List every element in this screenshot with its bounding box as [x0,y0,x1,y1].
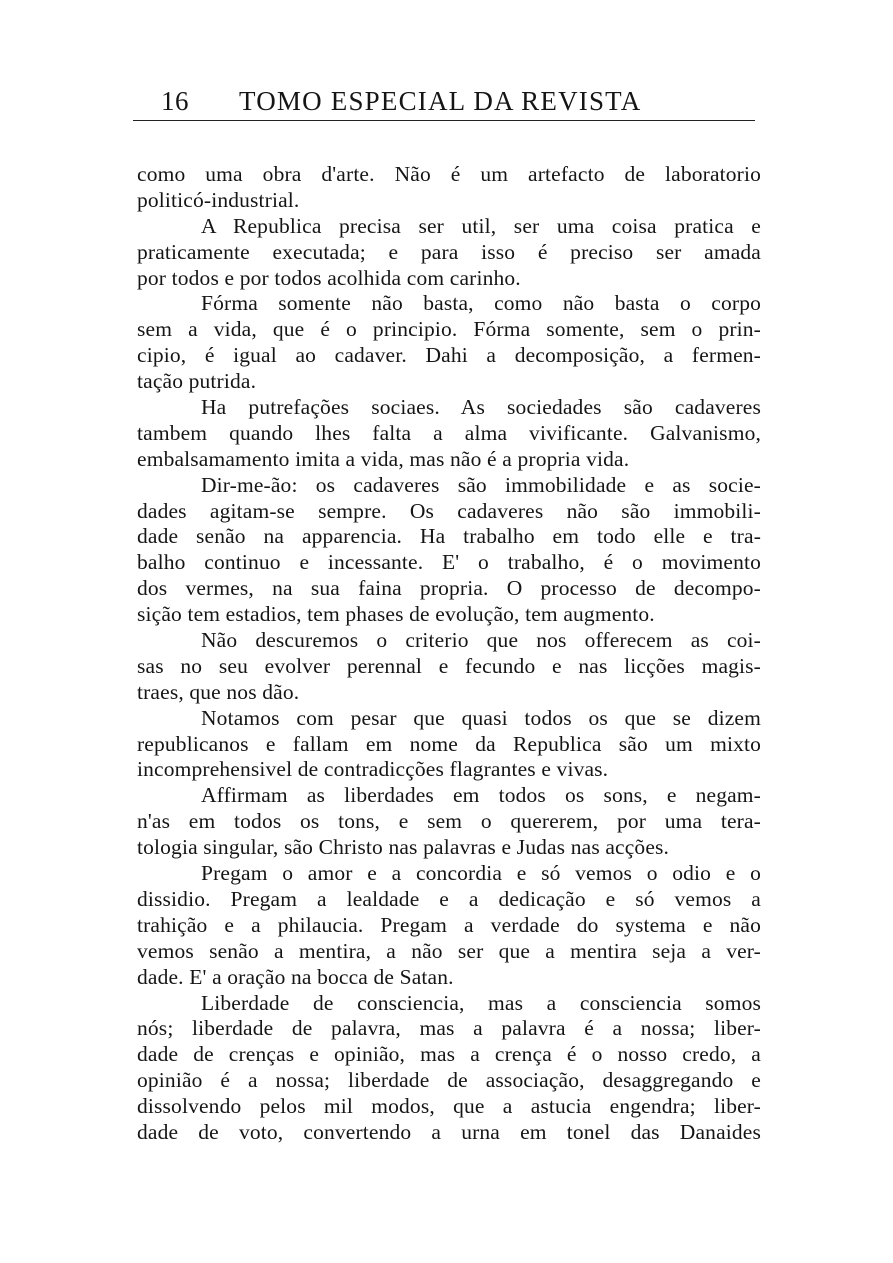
text-line: tologia singular, são Christo nas palavras e Judas nas acções. [137,835,670,860]
text-line: dades agitam-se sempre. Os cadaveres não são immobili- [137,498,761,523]
text-line: cipio, é igual ao cadaver. Dahi a decomposição, a fermen- [137,343,761,368]
text-line: republicanos e fallam em nome da Republica são um mixto [137,731,761,756]
text-line: dos vermes, na sua faina propria. O processo de decompo- [137,576,761,601]
text-line: sas no seu evolver perennal e fecundo e nas licções magis- [137,653,761,678]
text-line: incomprehensivel de contradicções flagrantes e vivas. [137,757,609,782]
text-line: tação putrida. [137,369,257,394]
text-line: dade senão na apparencia. Ha trabalho em todo elle e tra- [137,524,761,549]
text-line: Pregam o amor e a concordia e só vemos o odio e o [201,861,761,886]
text-line: nós; liberdade de palavra, mas a palavra é a nossa; liber- [137,1016,761,1041]
text-line: politicó-industrial. [137,187,300,212]
text-line: Notamos com pesar que quasi todos os que se dizem [201,705,761,730]
text-line: dade de voto, convertendo a urna em tonel das Danaides [137,1119,761,1144]
text-line: trahição e a philaucia. Pregam a verdade do systema e não [137,912,761,937]
text-line: tambem quando lhes falta a alma vivificante. Galvanismo, [137,420,761,445]
text-line: balho continuo e incessante. E' o trabalho, é o movimento [137,550,761,575]
text-line: dade de crenças e opinião, mas a crença é o nosso credo, a [137,1042,761,1067]
text-line: Dir-me-ão: os cadaveres são immobilidade e as socie- [201,472,761,497]
running-title: TOMO ESPECIAL DA REVISTA [239,86,642,116]
text-line: Liberdade de consciencia, mas a consciencia somos [201,990,761,1015]
page-header [133,84,755,121]
page-number: 16 [161,86,189,116]
text-line: por todos e por todos acolhida com carinho. [137,265,521,290]
text-line: traes, que nos dão. [137,679,300,704]
text-line: embalsamamento imita a vida, mas não é a propria vida. [137,446,630,471]
text-line: sem a vida, que é o principio. Fórma somente, sem o prin- [137,317,761,342]
text-line: Não descuremos o criterio que nos offerecem as coi- [201,628,761,653]
text-line: Affirmam as liberdades em todos os sons, e negam- [201,783,761,808]
text-line: dissidio. Pregam a lealdade e a dedicação e só vemos a [137,886,761,911]
text-line: vemos senão a mentira, a não ser que a mentira seja a ver- [137,938,761,963]
text-line: Ha putrefações sociaes. As sociedades são cadaveres [201,395,761,420]
text-line: Fórma somente não basta, como não basta o corpo [201,291,761,316]
text-line: dissolvendo pelos mil modos, que a astucia engendra; liber- [137,1094,761,1119]
text-line: dade. E' a oração na bocca de Satan. [137,964,454,989]
text-line: sição tem estadios, tem phases de evolução, tem augmento. [137,602,655,627]
body-text [137,162,761,1146]
text-line: n'as em todos os tons, e sem o quererem, por uma tera- [137,809,761,834]
text-line: opinião é a nossa; liberdade de associação, desaggregando e [137,1068,761,1093]
text-line: como uma obra d'arte. Não é um artefacto de laboratorio [137,162,761,186]
text-line: praticamente executada; e para isso é preciso ser amada [137,239,761,264]
text-line: A Republica precisa ser util, ser uma coisa pratica e [201,213,761,238]
